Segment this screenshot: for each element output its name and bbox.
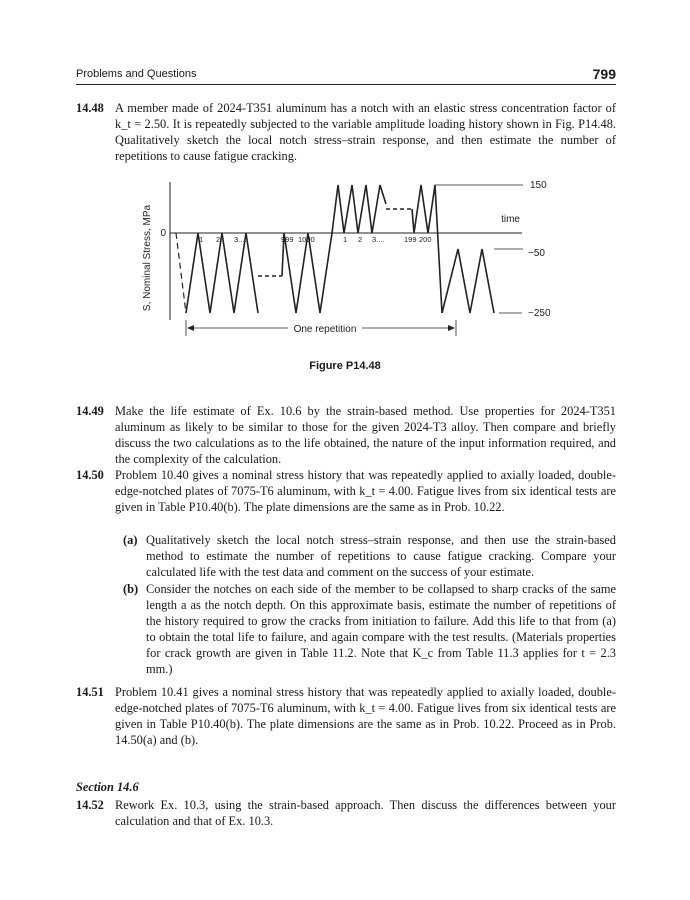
y-axis-label: S, Nominal Stress, MPa [142,204,153,312]
level-label-minus250: −250 [528,308,551,319]
zero-label: 0 [160,228,166,239]
problem-14-50 [76,467,616,515]
part-text: Consider the notches on each side of the member to be collapsed to sharp cracks of the same length a as the notch depth. On this approximate basis, estimate the number of repetitions of the history required to grow the cracks from initiation to failure. Add this life to that from (a) to obtain the total life to failure, and again compare with the test results. (Materials properties for crack growth are given in Table 11.2. Note that K_c from Table 11.3 applies for t = 2.3 mm.) [146,582,616,676]
problem-14-49 [76,403,616,467]
problem-number: 14.48 [76,101,104,115]
part-label: (a) [123,533,138,547]
level-label-minus50: −50 [528,248,545,259]
figure-caption: Figure P14.48 [309,360,381,372]
load-path-dashed [176,233,186,313]
problem-text: Rework Ex. 10.3, using the strain-based approach. Then discuss the differences between your calculation and that of Ex. 10.3. [115,798,616,828]
cycle-label: 2 [216,235,221,244]
problem-number: 14.52 [76,798,104,812]
repetition-arrowhead-left [187,325,194,331]
problem-text: A member made of 2024-T351 aluminum has a notch with an elastic stress concentration factor of k_t = 2.50. It is repeatedly subjected to the variable amplitude loading history shown in Fig. P14.48. Qualitatively sketch the local notch stress–strain response, and then estimate the number of repetitions to cause fatigue cracking. [115,101,616,163]
part-label: (b) [123,582,139,596]
cycle-label: 1 [343,235,348,244]
cycle-label: 3..... [234,235,249,244]
time-label: time [501,214,520,225]
repetition-arrowhead-right [448,325,455,331]
problem-number: 14.51 [76,685,104,699]
problem-text: Problem 10.40 gives a nominal stress history that was repeatedly applied to axially loaded, double-edge-notched plates of 7075-T6 aluminum, with k_t = 4.00. Fatigue lives from six identical tests are given in Table P10.40(b). The plate dimensions are the same as in Prob. 10.22. [115,468,616,514]
cycle-label: 2 [358,235,363,244]
section-heading: Section 14.6 [76,780,139,794]
cycle-label: 200 [419,235,432,244]
problem-text: Problem 10.41 gives a nominal stress history that was repeatedly applied to axially loaded, double-edge-notched plates of 7075-T6 aluminum, with k_t = 4.00. Fatigue lives from six identical tests are given in Table P10.40(b). The plate dimensions are the same as in Prob. 10.22. Proceed as in Prob. 14.50(a) and (b). [115,685,616,747]
cycle-label: 199 [404,235,417,244]
part-text: Qualitatively sketch the local notch stress–strain response, and then use the strain-based method to estimate the number of repetitions to cause fatigue cracking. Compare your calculated life with the test data and comment on the success of your estimate. [146,533,616,579]
one-repetition-label: One repetition [293,324,357,335]
figure-p14-48 [0,0,690,360]
cycle-label: 1000 [298,235,315,244]
load-path-negative-block [186,233,258,313]
cycle-label: 3.... [372,235,385,244]
load-path-next-repetition [442,249,494,313]
problem-14-50-part-b [115,581,616,677]
problem-14-51 [76,684,616,748]
problem-number: 14.49 [76,404,104,418]
level-label-150: 150 [530,180,547,191]
cycle-label: 999 [281,235,294,244]
load-path-negative-block-end [282,233,332,313]
page-number: 799 [592,66,616,82]
cycle-label: 1 [199,235,204,244]
problem-14-52 [76,797,616,829]
load-path-positive-block [332,185,386,233]
problem-14-50-part-a [115,532,616,580]
running-head: Problems and Questions [76,68,197,80]
problem-number: 14.50 [76,468,104,482]
problem-text: Make the life estimate of Ex. 10.6 by the strain-based method. Use properties for 2024-T351 aluminum as likely to be similar to those for the given 2024-T3 alloy. Then compare and briefly discuss the two calculations as to the life obtained, the nature of the input information required, and the complexity of the calculation. [115,404,616,466]
load-path-positive-block-end [412,185,442,313]
